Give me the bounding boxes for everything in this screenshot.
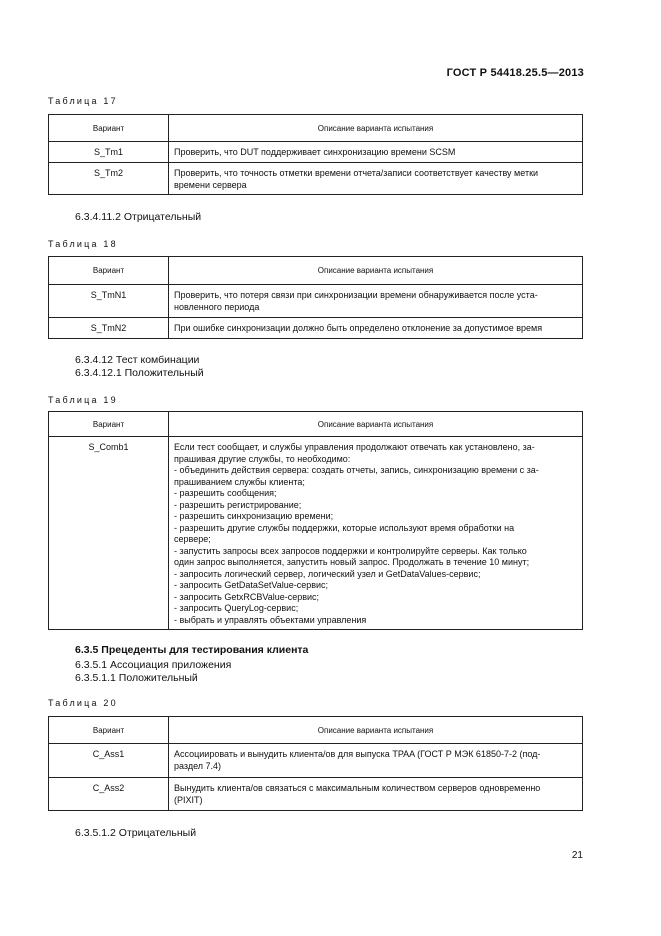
table-20 [48, 716, 583, 811]
table-17-caption: Таблица 17 [48, 96, 118, 106]
table-18-caption: Таблица 18 [48, 239, 118, 249]
variant-id: S_Comb1 [49, 437, 169, 630]
variant-id: S_Tm2 [49, 163, 169, 195]
variant-id: S_Tm1 [49, 142, 169, 163]
section-heading-bold: 6.3.5 Прецеденты для тестирования клиента [75, 644, 309, 656]
section-heading: 6.3.4.12.1 Положительный [75, 367, 204, 379]
variant-desc: Вынудить клиента/ов связаться с максимальным количеством серверов одновременно (PIXIT) [169, 778, 583, 811]
col-variant-header: Вариант [49, 257, 169, 285]
col-variant-header: Вариант [49, 115, 169, 142]
variant-desc: Проверить, что точность отметки времени отчета/записи соответствует качеству метки времени сервера [169, 163, 583, 195]
variant-desc: Проверить, что потеря связи при синхронизации времени обнаруживается после уста- новленного периода [169, 285, 583, 318]
variant-id: C_Ass2 [49, 778, 169, 811]
table-row [49, 744, 583, 778]
section-heading: 6.3.4.12 Тест комбинации [75, 354, 200, 366]
page-number: 21 [571, 850, 583, 861]
table-19 [48, 411, 583, 630]
section-heading: 6.3.5.1.1 Положительный [75, 672, 198, 684]
col-desc-header: Описание варианта испытания [169, 115, 583, 142]
table-17 [48, 114, 583, 195]
table-row [49, 778, 583, 811]
col-desc-header: Описание варианта испытания [169, 257, 583, 285]
col-variant-header: Вариант [49, 717, 169, 744]
table-row [49, 142, 583, 163]
section-heading: 6.3.4.11.2 Отрицательный [75, 211, 202, 223]
table-row [49, 437, 583, 630]
variant-desc: При ошибке синхронизации должно быть определено отклонение за допустимое время [169, 318, 583, 339]
document-header: ГОСТ Р 54418.25.5—2013 [446, 67, 584, 79]
col-desc-header: Описание варианта испытания [169, 412, 583, 437]
variant-id: C_Ass1 [49, 744, 169, 778]
table-row [49, 163, 583, 195]
table-18 [48, 256, 583, 339]
table-row [49, 318, 583, 339]
variant-desc: Ассоциировать и вынудить клиента/ов для выпуска TPAA (ГОСТ Р МЭК 61850-7-2 (под- раздел 7.4) [169, 744, 583, 778]
col-desc-header: Описание варианта испытания [169, 717, 583, 744]
table-row [49, 285, 583, 318]
col-variant-header: Вариант [49, 412, 169, 437]
variant-desc: Если тест сообщает, и службы управления продолжают отвечать как установлено, за- прашивая другие службы, то необходимо: - объединить действия сервера: создать отчеты, запись, синхронизацию времени с за- прашиванием службы клиента; - разрешить сообщения; - разрешить регистрирование; - разрешить синхронизацию времени; - разрешить другие службы поддержки, которые используют время обработки на сервере; - запустить запросы всех запросов поддержки и контролируйте серверы. Как только один запрос выполняется, запустить новый запрос. Продолжать в течение 10 минут; - запросить логический сервер, логический узел и GetDataValues-сервис; - запросить GetDataSetValue-сервис; - запросить GetxRCBValue-сервис; - запросить QueryLog-сервис; - выбрать и управлять объектами управления [169, 437, 583, 630]
section-heading: 6.3.5.1.2 Отрицательный [75, 827, 197, 839]
variant-id: S_TmN1 [49, 285, 169, 318]
table-19-caption: Таблица 19 [48, 395, 118, 405]
table-20-caption: Таблица 20 [48, 698, 118, 708]
variant-desc: Проверить, что DUT поддерживает синхронизацию времени SCSM [169, 142, 583, 163]
section-heading: 6.3.5.1 Ассоциация приложения [75, 659, 232, 671]
variant-id: S_TmN2 [49, 318, 169, 339]
